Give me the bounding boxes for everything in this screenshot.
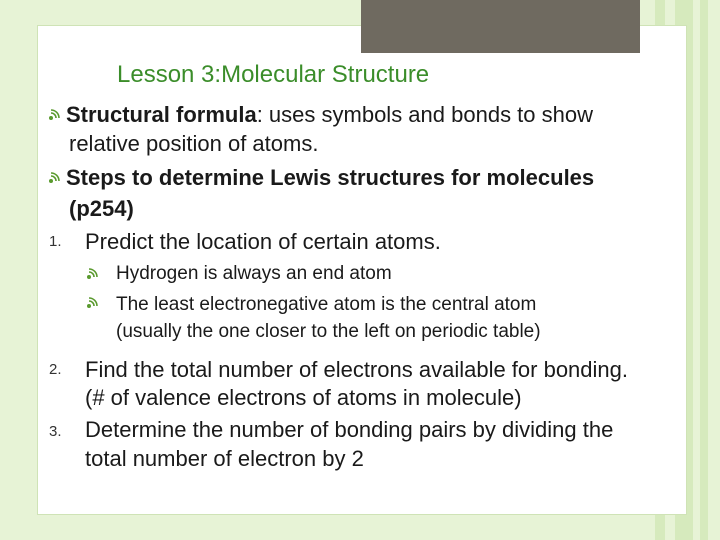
subbullet-electronegative-continuation: (usually the one closer to the left on periodic table) — [116, 321, 541, 342]
step-3-continuation: total number of electron by 2 — [85, 446, 364, 471]
bullet-1-continuation: relative position of atoms. — [69, 131, 319, 156]
step-2-continuation: (# of valence electrons of atoms in molecule) — [85, 385, 522, 410]
step-1-number: 1. — [49, 233, 62, 250]
subbullet-electronegative: The least electronegative atom is the central atom — [116, 294, 537, 315]
wifi-arc-bullet-icon — [86, 268, 102, 280]
wifi-arc-bullet-icon — [86, 297, 102, 309]
wifi-arc-bullet-icon — [48, 172, 64, 184]
step-2-number: 2. — [49, 361, 62, 378]
step-3-text: Determine the number of bonding pairs by dividing the — [85, 417, 614, 442]
slide-title: Lesson 3:Molecular Structure — [117, 61, 430, 88]
bullet-1-text: : uses symbols and bonds to show — [256, 102, 593, 127]
bullet-steps-lewis — [48, 163, 594, 192]
bullet-1-bold-text: Structural formula — [66, 102, 257, 127]
subbullet-hydrogen: Hydrogen is always an end atom — [116, 263, 392, 284]
decor-stripe-3 — [700, 0, 708, 540]
bullet-2-text: Steps to determine Lewis structures for molecules — [66, 165, 595, 190]
bullet-2-continuation: (p254) — [69, 196, 134, 221]
decor-corner-box — [361, 0, 640, 53]
step-2-text: Find the total number of electrons available for bonding. — [85, 357, 628, 382]
step-3-number: 3. — [49, 423, 62, 440]
step-1-text: Predict the location of certain atoms. — [85, 229, 441, 254]
bullet-structural-formula — [48, 100, 593, 129]
wifi-arc-bullet-icon — [48, 109, 64, 121]
